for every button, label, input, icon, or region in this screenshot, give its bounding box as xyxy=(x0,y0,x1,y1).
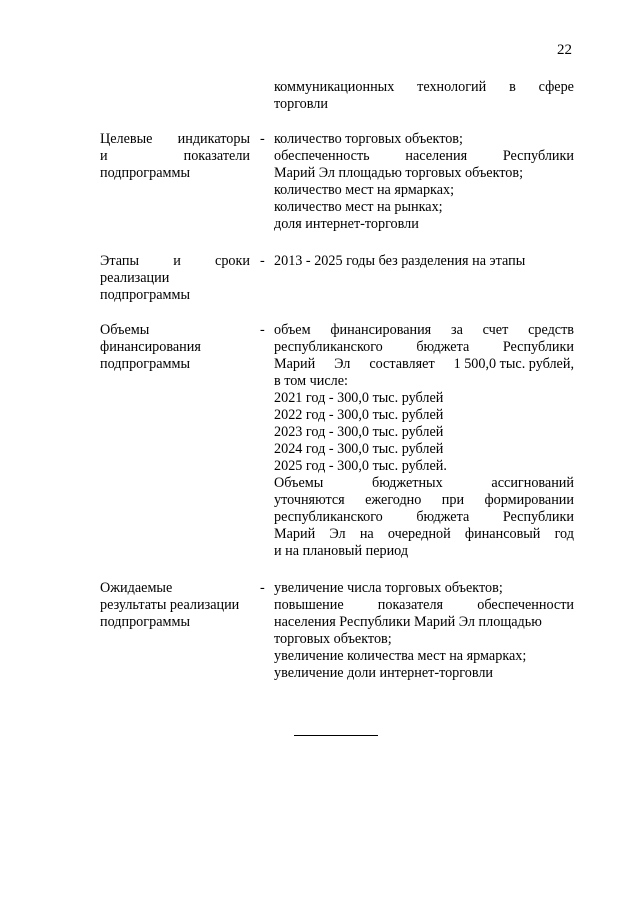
text-line: торговли xyxy=(274,96,328,112)
dash-separator: - xyxy=(260,131,265,147)
continuation-text xyxy=(274,79,574,113)
dash-separator: - xyxy=(260,253,265,269)
section-content: объем финансирования за счет средств республиканского бюджета Республики Марий Эл составляет 1 500,0 тыс. рублей, в том числе: 2021 год - 300,0 тыс. рублей 2022 год - 300,0 тыс. рублей 2023 год - 300,0 тыс. рублей 2024 год - 300,0 тыс. рублей 2025 год - 300,0 тыс. рублей. Объемы бюджетных ассигнований уточняются ежегодно при формировании республиканского бюджета Республики Марий Эл на очередной финансовый год и на плановый период xyxy=(274,322,574,559)
section-content: количество торговых объектов; обеспеченность населения Республики Марий Эл площадью торговых объектов; количество мест на ярмарках; количество мест на рынках; доля интернет-торговли xyxy=(274,131,574,232)
dash-separator: - xyxy=(260,322,265,338)
page-number: 22 xyxy=(557,42,572,58)
section-content: увеличение числа торговых объектов; повышение показателя обеспеченности населения Республики Марий Эл площадью торговых объектов; увеличение количества мест на ярмарках; увеличение доли интернет-торговли xyxy=(274,580,574,681)
section-label: Этапы и сроки реализации подпрограммы xyxy=(100,253,250,303)
section-content: 2013 - 2025 годы без разделения на этапы xyxy=(274,253,526,269)
text-line: коммуникационных технологий в сфере xyxy=(274,79,574,95)
section-label: Объемы финансирования подпрограммы xyxy=(100,322,201,372)
end-divider xyxy=(294,735,378,736)
section-label: Ожидаемые результаты реализации подпрограммы xyxy=(100,580,240,630)
dash-separator: - xyxy=(260,580,265,596)
section-label: Целевые индикаторы и показатели подпрограммы xyxy=(100,131,250,181)
